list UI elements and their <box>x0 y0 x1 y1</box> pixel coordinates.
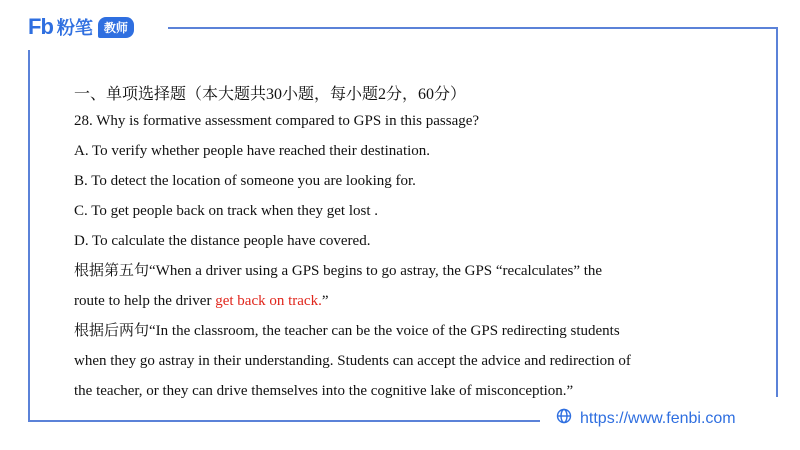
explanation-p2-line2: when they go astray in their understanding. Students can accept the advice and redirection of <box>74 353 631 369</box>
globe-icon <box>556 408 580 429</box>
explanation-p1-line1: 根据第五句“When a driver using a GPS begins to go astray, the GPS “recalculates” the <box>74 263 603 279</box>
option-a: A. To verify whether people have reached their destination. <box>74 143 431 159</box>
explanation-text: route to help the driver <box>74 293 216 309</box>
logo-brand-name: 粉笔 <box>56 18 93 39</box>
option-c: C. To get people back on track when they get lost . <box>74 203 379 219</box>
section-heading: 一、单项选择题（本大题共30小题，每小题2分，60分） <box>74 86 467 103</box>
option-d: D. To calculate the distance people have covered. <box>74 233 371 249</box>
frame-left-line <box>28 50 30 422</box>
question-content <box>74 80 724 406</box>
explanation-p2-line3: the teacher, or they can drive themselves into the cognitive lake of misconception.” <box>74 383 574 399</box>
frame-top-line <box>168 27 778 29</box>
explanation-p2-line1: 根据后两句“In the classroom, the teacher can be the voice of the GPS redirecting students <box>74 323 620 339</box>
question-stem: 28. Why is formative assessment compared to GPS in this passage? <box>74 113 480 129</box>
website-url[interactable]: https://www.fenbi.com <box>580 409 736 427</box>
frame-bottom-line <box>28 420 540 422</box>
option-b: B. To detect the location of someone you are looking for. <box>74 173 416 189</box>
closing-quote: ” <box>321 293 329 309</box>
frame-right-line <box>776 27 778 397</box>
logo-mark: Fb <box>28 14 53 39</box>
explanation-p1-line2 <box>74 286 724 316</box>
website-link[interactable] <box>556 408 736 429</box>
fenbi-logo <box>28 14 134 40</box>
highlighted-answer: get back on track. <box>215 293 322 309</box>
logo-badge: 教师 <box>98 17 134 38</box>
